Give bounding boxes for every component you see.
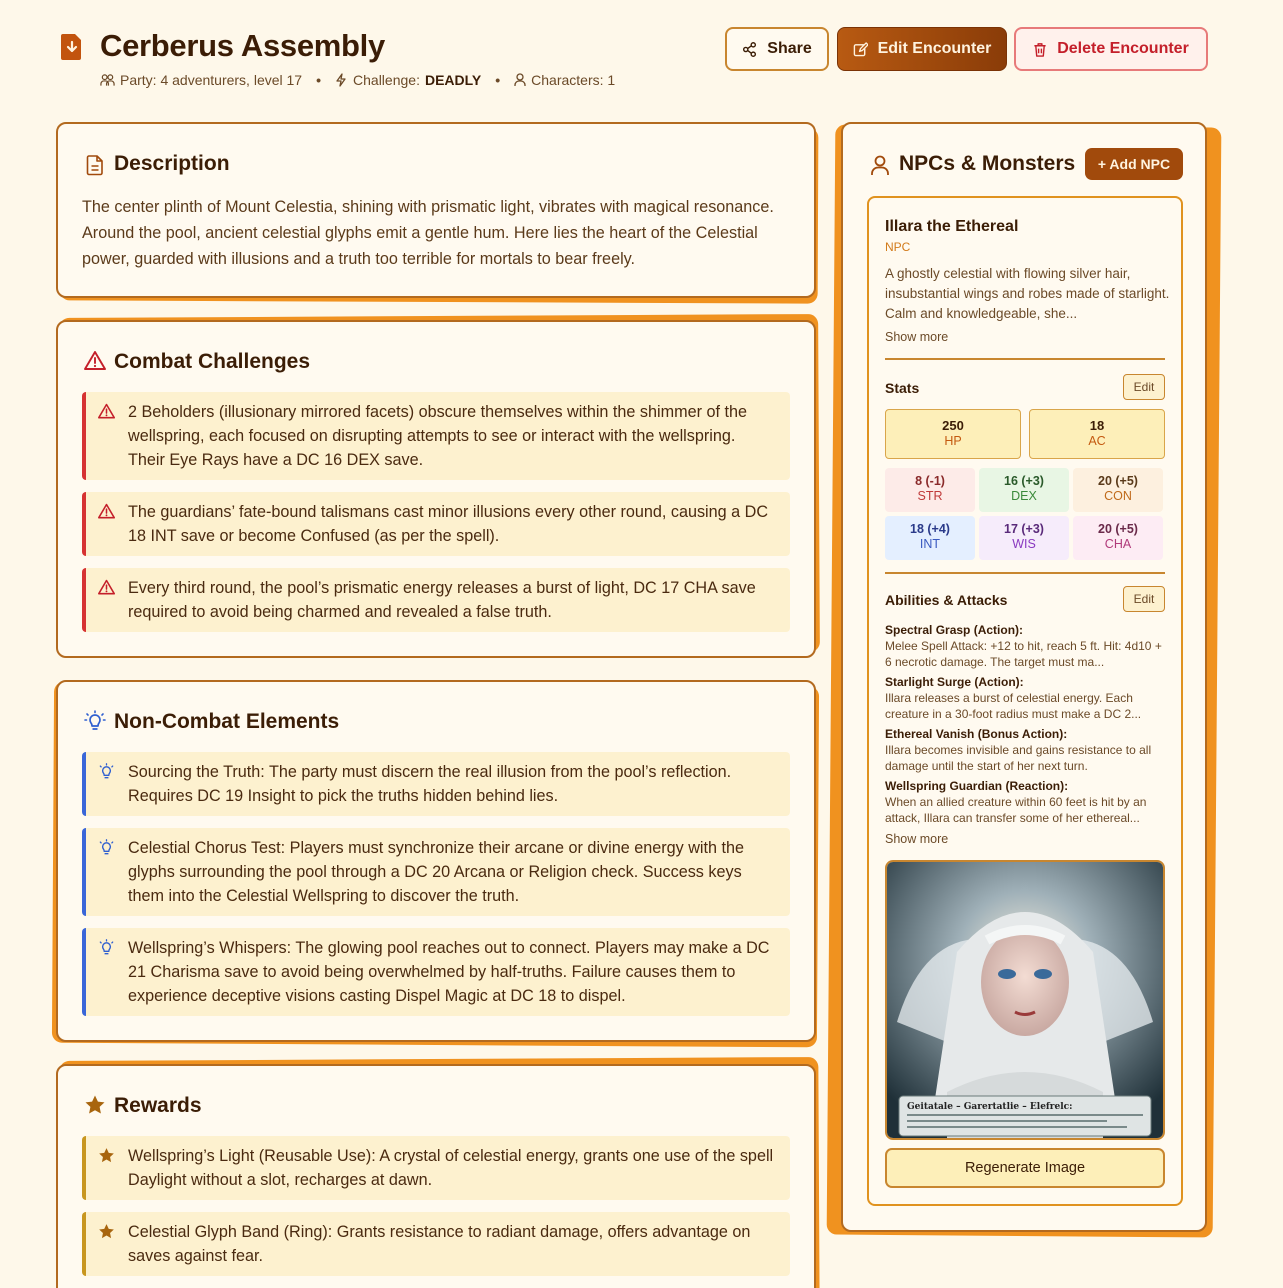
combat-item-text: Every third round, the pool’s prismatic energy releases a burst of light, DC 17 CHA save required to avoid being charmed and revealed a false truth. — [128, 579, 756, 621]
ability-value: 18 (+4) — [910, 522, 950, 536]
non-combat-item-text: Sourcing the Truth: The party must discern the real illusion from the pool’s reflection. Requires DC 19 Insight to pick the truths hidden behind lies. — [128, 763, 732, 805]
characters-text: Characters: 1 — [531, 72, 616, 88]
star-icon — [98, 1223, 115, 1240]
attack-entry — [885, 674, 1169, 722]
users-icon — [100, 73, 115, 87]
attack-name: Starlight Surge (Action): — [885, 675, 1024, 689]
portrait-image — [887, 862, 1163, 1138]
npc-panel-title: NPCs & Monsters — [899, 152, 1076, 175]
combat-item-text: 2 Beholders (illusionary mirrored facets) obscure themselves within the shimmer of the wellspring, each focused on disrupting attempts to see or interact with the wellspring. Their Eye Rays have a DC 16 DEX save. — [128, 403, 747, 469]
divider — [885, 358, 1165, 360]
rewards-title: Rewards — [114, 1094, 202, 1117]
ac-value: 18 — [1089, 418, 1105, 433]
npc-portrait — [885, 860, 1165, 1140]
ability-label: CON — [1104, 489, 1132, 503]
non-combat-item — [82, 828, 790, 916]
delete-encounter-button[interactable] — [1014, 27, 1208, 71]
share-label: Share — [767, 40, 812, 57]
challenge-value: DEADLY — [424, 72, 482, 88]
attack-name: Spectral Grasp (Action): — [885, 623, 1024, 637]
rewards-card — [56, 1064, 816, 1288]
attack-name: Wellspring Guardian (Reaction): — [885, 779, 1069, 793]
characters-info — [514, 72, 615, 88]
regenerate-image-button[interactable]: Regenerate Image — [885, 1148, 1165, 1188]
combat-item — [82, 392, 790, 480]
edit-encounter-label: Edit Encounter — [877, 40, 992, 57]
share-button[interactable] — [725, 27, 829, 71]
encounter-meta — [100, 72, 615, 88]
hp-label: HP — [944, 434, 962, 448]
non-combat-item-text: Celestial Chorus Test: Players must synchronize their arcane or divine energy with the glyphs surrounding the pool through a DC 20 Arcana or Religion check. Success keys them into the Celestial Wellspring to discover the truth. — [128, 839, 745, 905]
download-file-icon — [60, 32, 84, 60]
card-body — [56, 680, 816, 1042]
non-combat-title: Non-Combat Elements — [114, 710, 340, 733]
ability-value: 20 (+5) — [1098, 522, 1138, 536]
challenge-info — [335, 72, 481, 88]
party-info — [100, 72, 302, 88]
warning-triangle-icon — [98, 403, 115, 420]
meta-separator: • — [316, 72, 322, 88]
non-combat-item-text: Wellspring’s Whispers: The glowing pool reaches out to connect. Players may make a DC 21 Charisma save to avoid being overwhelmed by half-truths. Failure causes them to experience deceptive visions casting Dispel Magic at DC 18 to dispel. — [128, 939, 770, 1005]
ability-cha — [1073, 516, 1163, 560]
ability-str — [885, 468, 975, 512]
reward-item — [82, 1136, 790, 1200]
ability-int — [885, 516, 975, 560]
page-title: Cerberus Assembly — [100, 28, 385, 63]
hp-value: 250 — [942, 418, 964, 433]
ac-label: AC — [1088, 434, 1106, 448]
attack-text: Melee Spell Attack: +12 to hit, reach 5 ft. Hit: 4d10 + 6 necrotic damage. The target must ma... — [885, 639, 1162, 669]
show-more-link[interactable]: Show more — [885, 832, 949, 846]
combat-item — [82, 492, 790, 556]
attack-text: Illara becomes invisible and gains resistance to all damage until the start of her next turn. — [885, 743, 1152, 773]
npc-type: NPC — [885, 240, 911, 254]
description-title: Description — [114, 152, 230, 175]
add-npc-button[interactable]: + Add NPC — [1085, 148, 1183, 180]
reward-item-text: Celestial Glyph Band (Ring): Grants resistance to radiant damage, offers advantage on saves against fear. — [128, 1223, 751, 1265]
user-icon — [869, 154, 891, 176]
lightbulb-icon — [84, 710, 106, 732]
encounter-header — [58, 26, 1218, 96]
reward-item-text: Wellspring’s Light (Reusable Use): A crystal of celestial energy, grants one use of the spell Daylight without a slot, recharges at dawn. — [128, 1147, 774, 1189]
warning-triangle-icon — [84, 350, 106, 372]
party-text: Party: 4 adventurers, level 17 — [120, 72, 303, 88]
npc-description: A ghostly celestial with flowing silver hair, insubstantial wings and robes made of starlight. Calm and knowledgeable, she... — [885, 266, 1170, 321]
attacks-title: Abilities & Attacks — [885, 592, 1008, 608]
attack-text: When an allied creature within 60 feet is hit by an attack, Illara can transfer some of her ethereal... — [885, 795, 1147, 825]
ability-label: CHA — [1104, 537, 1132, 551]
ability-value: 16 (+3) — [1004, 474, 1044, 488]
stats-title: Stats — [885, 380, 920, 396]
ability-label: DEX — [1011, 489, 1037, 503]
portrait-caption: Geitatale – Garertatlie – Elefrelc: — [907, 1102, 1073, 1112]
combat-item — [82, 568, 790, 632]
attack-entry — [885, 726, 1169, 774]
ability-dex — [979, 468, 1069, 512]
ability-con — [1073, 468, 1163, 512]
ability-value: 8 (-1) — [915, 474, 945, 488]
ability-value: 20 (+5) — [1098, 474, 1138, 488]
ability-wis — [979, 516, 1069, 560]
ability-label: INT — [919, 537, 941, 551]
ability-value: 17 (+3) — [1004, 522, 1044, 536]
warning-triangle-icon — [98, 503, 115, 520]
description-text: The center plinth of Mount Celestia, shining with prismatic light, vibrates with magical resonance. Around the pool, ancient celestial glyphs emit a gentle hum. Here lies the heart of the Celestial power, guarded with illusions and a truth too terrible for mortals to bear freely. — [82, 198, 774, 268]
lightbulb-icon — [98, 939, 115, 956]
npc-name: Illara the Ethereal — [885, 218, 1019, 235]
card-body — [56, 122, 816, 298]
divider — [885, 572, 1165, 574]
attack-text: Illara releases a burst of celestial energy. Each creature in a 30-foot radius must make a DC 2... — [885, 691, 1142, 721]
show-more-link[interactable]: Show more — [885, 330, 949, 344]
npc-card — [867, 196, 1183, 1206]
ac-stat — [1029, 409, 1165, 459]
combat-title: Combat Challenges — [114, 350, 311, 373]
hp-stat — [885, 409, 1021, 459]
star-icon — [98, 1147, 115, 1164]
combat-item-text: The guardians’ fate-bound talismans cast minor illusions every other round, causing a DC 18 INT save or become Confused (as per the spell). — [128, 503, 769, 545]
lightbulb-icon — [98, 839, 115, 856]
npc-panel — [841, 122, 1207, 1232]
non-combat-item — [82, 752, 790, 816]
user-icon — [514, 73, 526, 87]
challenge-label: Challenge: — [353, 72, 420, 88]
combat-challenges-card — [56, 320, 816, 658]
trash-icon — [1033, 42, 1047, 57]
star-icon — [84, 1094, 106, 1116]
non-combat-item — [82, 928, 790, 1016]
meta-separator: • — [495, 72, 501, 88]
warning-triangle-icon — [98, 579, 115, 596]
edit-attacks-button[interactable]: Edit — [1123, 586, 1165, 612]
edit-encounter-button[interactable] — [837, 27, 1007, 71]
description-card — [56, 122, 816, 298]
lightbulb-icon — [98, 763, 115, 780]
lightning-icon — [335, 73, 348, 87]
edit-stats-button[interactable]: Edit — [1123, 374, 1165, 400]
card-body — [841, 122, 1207, 1232]
card-body — [56, 320, 816, 658]
attack-entry — [885, 622, 1169, 670]
edit-icon — [853, 42, 868, 57]
share-icon — [742, 42, 757, 57]
attack-entry — [885, 778, 1169, 826]
non-combat-card — [56, 680, 816, 1042]
ability-label: WIS — [1012, 537, 1036, 551]
card-body — [56, 1064, 816, 1288]
delete-encounter-label: Delete Encounter — [1057, 40, 1189, 57]
ability-label: STR — [917, 489, 943, 503]
document-icon — [84, 154, 106, 176]
reward-item — [82, 1212, 790, 1276]
attack-name: Ethereal Vanish (Bonus Action): — [885, 727, 1068, 741]
